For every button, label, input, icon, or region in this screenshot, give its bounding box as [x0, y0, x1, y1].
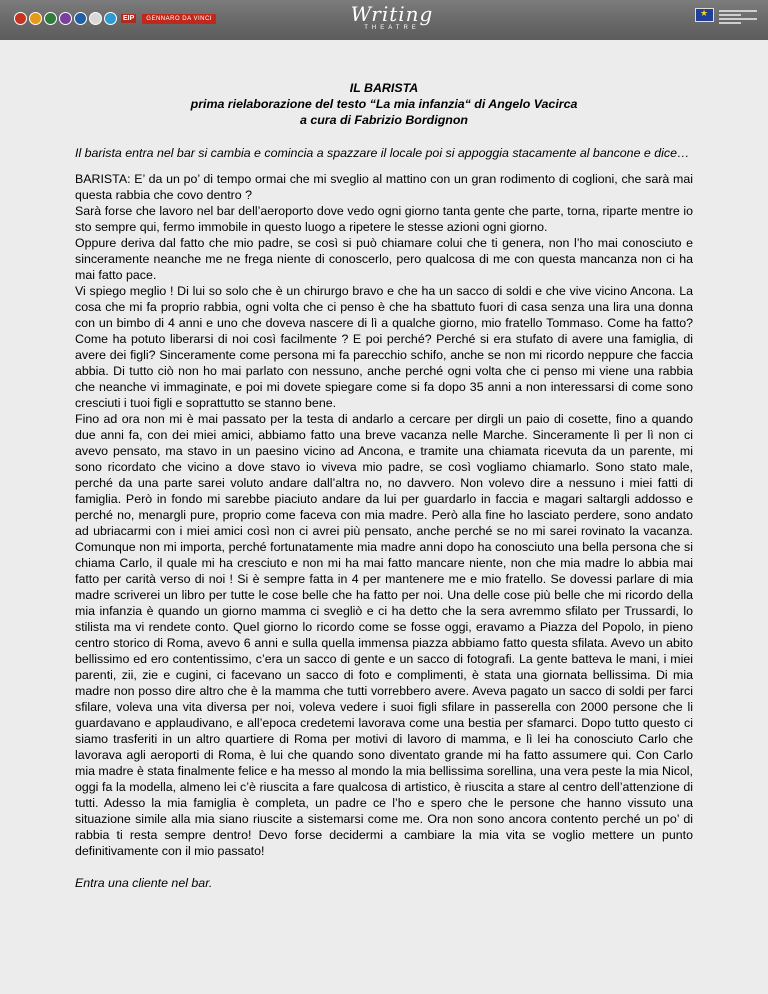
- writing-theatre-logo: [342, 4, 442, 36]
- document-body: [75, 80, 693, 891]
- monologue-paragraph: Vi spiego meglio ! Di lui so solo che è un chirurgo bravo e che ha un sacco di soldi e che vive vicino Ancona. La cosa che mi fa proprio rabbia, ogni volta che ci penso è che ha sbattuto fuori di casa senza una lira una donna con un bimbo di 4 anni e uno che doveva nascere di lì a qualche giorno, mio fratello Tommaso. Come ha fatto? Come ha potuto liberarsi di noi così facilmente ? E poi perché? Perché si era stufato di avere una famiglia, di avere dei figli? Sinceramente come persona mi fa parecchio schifo, anche se non mi ricordo neppure che faccia abbia. Di tutto ciò non ho mai parlato con nessuno, anche perché ogni volta che ci penso mi viene una rabbia che neanche vi immaginate, e poi mi dovete spiegare come si fa dopo 35 anni a non interessarsi di come sono cresciuti i tuoi figli e soprattutto se stanno bene.: [75, 284, 693, 410]
- stage-direction-closing: Entra una cliente nel bar.: [75, 876, 213, 890]
- monologue-paragraph: Oppure deriva dal fatto che mio padre, se così si può chiamare colui che ti genera, non l’ho mai conosciuto e sinceramente neanche me ne frega niente di conoscerlo, pero qualcosa di me con questa mancanza non ci ha mai fatto pace.: [75, 236, 693, 282]
- partner-logo-icon: [29, 12, 42, 25]
- document-header: [75, 80, 693, 128]
- document-subtitle: prima rielaborazione del testo “La mia infanzia“ di Angelo Vacirca: [190, 97, 578, 111]
- partner-tag: GENNARO DA VINCI: [142, 14, 216, 24]
- document-title: IL BARISTA: [349, 81, 419, 95]
- monologue-paragraph: Sarà forse che lavoro nel bar dell’aeroporto dove vedo ogni giorno tanta gente che parte, torna, riparte mentre io sto sempre qui, fermo immobile in questo luogo a ripetere le stesse azioni ogni giorno.: [75, 204, 693, 234]
- partner-logo-icon: [74, 12, 87, 25]
- eu-programme-text-icon: [719, 8, 757, 26]
- header-banner: [0, 0, 768, 40]
- eip-badge: EIP: [123, 15, 135, 22]
- partner-logo-icon: [44, 12, 57, 25]
- monologue-paragraph: BARISTA: E’ da un po’ di tempo ormai che mi sveglio al mattino con un gran rodimento di coglioni, che sarà mai questa rabbia che covo dentro ?: [75, 172, 693, 202]
- eu-logos: [695, 8, 757, 26]
- monologue-paragraph: Fino ad ora non mi è mai passato per la testa di andarlo a cercare per dirgli un paio di cosette, fino a quando due anni fa, con dei miei amici, abbiamo fatto una breve vacanza nelle Marche. Sinceramente lì per lì non ci avevo pensato, ma stavo in un paesino vicino ad Ancona, e tramite una chiamata ricevuta da un parente, mi sono ricordato che vicino a dove stavo io viveva mio padre, se così vogliamo chiamarlo. Sono stato male, perché da una parte sarei voluto andare dall’altra no, no davvero. Non volevo dire a nessuno i miei fatti di famiglia. Però in fondo mi sarebbe piaciuto andare da lui per guardarlo in faccia e magari saltargli addosso e perché no, menargli pure, proprio come faceva con mia madre. Però alla fine ho lasciato perdere, sono andato ad ubriacarmi con i miei amici così non ci avrei più pensato, anche perché se no mi sarei rovinato la vacanza. Comunque non mi importa, perché fortunatamente mia madre anni dopo ha conosciuto una bella persona che si chiama Carlo, il quale mi ha cresciuto e non mi ha mai fatto mancare niente, non che mia madre lo abbia mai fatto per carità verso di noi ! Si è sempre fatta in 4 per mantenere me e mio fratello. Se dovessi parlare di mia madre scriverei un libro per tutte le cose belle che ha fatto per noi. Una delle cose più belle che mi ricordo della mia infanzia è quando un giorno mamma ci svegliò e ci ha detto che la sera avremmo sfilato per Trussardi, lo stilista ma vi rendete conto. Quel giorno lo ricordo come se fosse oggi, eravamo a Piazza del Popolo, in pieno centro storico di Roma, avevo 6 anni e sulla quella immensa piazza abbiamo fatto questa sfilata. Avevo un abito bellissimo ed ero contentissimo, c’era un sacco di gente e un sacco di fotografi. La gente batteva le mani, i miei parenti, zii, zie e cugini, ci facevano un sacco di foto e complimenti, è stata una giornata bellissima. Di mia madre non posso dire altro che è la mamma che tutti vorrebbero avere. Aveva pagato un sacco di soldi per farci sfilare, voleva una vita diversa per noi, voleva vedere i suoi figli sfilare in passerella con 2000 persone che li guardavano e applaudivano, e all’epoca credetemi lavorava come una bestia per sfamarci. Dopo tutto questo ci siamo trasferiti in un altro quartiere di Roma per motivi di lavoro di mamma, e lì lei ha conosciuto Carlo che lavorava agli aeroporti di Roma, è lui che quando sono diventato grande mi ha fatto assumere qui. Con Carlo mia madre è stata finalmente felice e ha messo al mondo la mia bellissima sorellina, una vera peste la mia Nicol, oggi fa la modella, almeno lei c’è riuscita a fare qualcosa di artistico, è riuscita a stare al centro dell’attenzione di tutti. Adesso la mia famiglia è completa, un padre ce l’ho e spero che le persone che hanno vissuto una situazione simile alla mia siano riuscite a sistemarsi come me. Ora non sono ancora contento perché un po’ di rabbia ti resta sempre dentro! Devo forse decidermi a cambiare la mia vita se voglio mettere un punto definitivamente con il mio passato!: [75, 412, 693, 858]
- partner-logos: [14, 12, 216, 25]
- eu-flag-icon: [695, 8, 714, 22]
- partner-logo-icon: [104, 12, 117, 25]
- partner-logo-icon: [59, 12, 72, 25]
- logo-script: Writing: [350, 2, 434, 26]
- stage-direction-opening: Il barista entra nel bar si cambia e comincia a spazzare il locale poi si appoggia stacamente al bancone e dice…: [75, 146, 690, 160]
- document-curator: a cura di Fabrizio Bordignon: [300, 113, 468, 127]
- partner-logo-icon: [89, 12, 102, 25]
- partner-logo-icon: [14, 12, 27, 25]
- logo-sub: THEATRE: [364, 25, 420, 31]
